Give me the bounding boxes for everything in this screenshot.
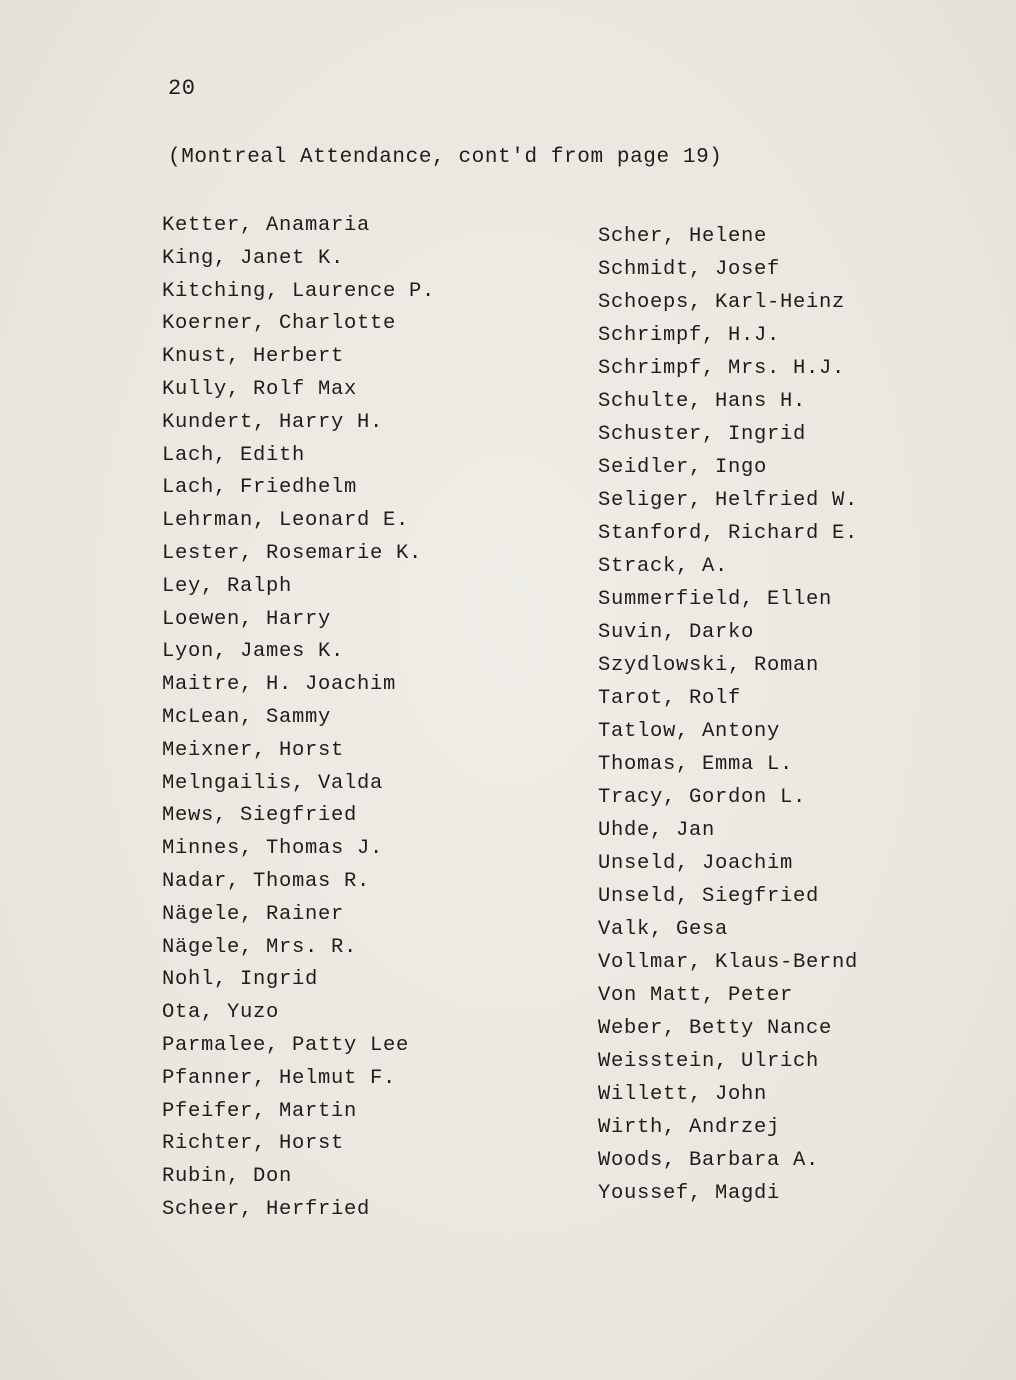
attendee-list-right xyxy=(598,220,858,1210)
attendee-name: Schrimpf, H.J. xyxy=(598,324,781,347)
attendee-name: King, Janet K. xyxy=(162,246,345,270)
attendee-name: Lach, Friedhelm xyxy=(162,476,358,500)
attendee-name: Tarot, Rolf xyxy=(598,687,742,710)
attendee-name: Maitre, H. Joachim xyxy=(162,673,397,697)
attendee-name: Wirth, Andrzej xyxy=(598,1116,781,1139)
attendee-name: Mews, Siegfried xyxy=(162,804,358,828)
attendee-name: McLean, Sammy xyxy=(162,705,332,729)
attendee-name: Ota, Yuzo xyxy=(162,1001,280,1025)
attendee-list-left xyxy=(162,210,435,1227)
attendee-name: Melngailis, Valda xyxy=(162,771,384,795)
section-heading: (Montreal Attendance, cont'd from page 19) xyxy=(168,146,723,169)
attendee-name: Willett, John xyxy=(598,1083,768,1106)
attendee-name: Suvin, Darko xyxy=(598,621,755,644)
attendee-name: Seliger, Helfried W. xyxy=(598,489,859,512)
attendee-name: Schrimpf, Mrs. H.J. xyxy=(598,357,846,380)
attendee-name: Rubin, Don xyxy=(162,1165,293,1189)
attendee-name: Loewen, Harry xyxy=(162,607,332,631)
attendee-name: Koerner, Charlotte xyxy=(162,312,397,336)
attendee-name: Kully, Rolf Max xyxy=(162,377,358,401)
attendee-name: Weisstein, Ulrich xyxy=(598,1050,820,1073)
attendee-name: Knust, Herbert xyxy=(162,345,345,369)
attendee-name: Schuster, Ingrid xyxy=(598,423,807,446)
attendee-name: Stanford, Richard E. xyxy=(598,522,859,545)
attendee-name: Schoeps, Karl-Heinz xyxy=(598,291,846,314)
attendee-name: Pfeifer, Martin xyxy=(162,1099,358,1123)
attendee-name: Thomas, Emma L. xyxy=(598,753,794,776)
attendee-name: Scher, Helene xyxy=(598,225,768,248)
attendee-name: Lehrman, Leonard E. xyxy=(162,509,410,533)
attendee-name: Vollmar, Klaus-Bernd xyxy=(598,951,859,974)
attendee-name: Weber, Betty Nance xyxy=(598,1017,833,1040)
attendee-name: Woods, Barbara A. xyxy=(598,1149,820,1172)
attendee-name: Summerfield, Ellen xyxy=(598,588,833,611)
attendee-name: Unseld, Siegfried xyxy=(598,885,820,908)
attendee-name: Seidler, Ingo xyxy=(598,456,768,479)
attendee-name: Lach, Edith xyxy=(162,443,306,467)
attendee-name: Minnes, Thomas J. xyxy=(162,837,384,861)
attendee-name: Szydlowski, Roman xyxy=(598,654,820,677)
attendee-name: Uhde, Jan xyxy=(598,819,716,842)
attendee-name: Nägele, Mrs. R. xyxy=(162,935,358,959)
attendee-name: Strack, A. xyxy=(598,555,729,578)
attendee-name: Nadar, Thomas R. xyxy=(162,869,371,893)
attendee-name: Nägele, Rainer xyxy=(162,902,345,926)
attendee-name: Lester, Rosemarie K. xyxy=(162,541,423,565)
attendee-name: Scheer, Herfried xyxy=(162,1197,371,1221)
attendee-name: Nohl, Ingrid xyxy=(162,968,319,992)
attendee-name: Unseld, Joachim xyxy=(598,852,794,875)
attendee-name: Von Matt, Peter xyxy=(598,984,794,1007)
attendee-name: Kundert, Harry H. xyxy=(162,410,384,434)
attendee-name: Schulte, Hans H. xyxy=(598,390,807,413)
attendee-name: Meixner, Horst xyxy=(162,738,345,762)
attendee-name: Lyon, James K. xyxy=(162,640,345,664)
attendee-name: Tracy, Gordon L. xyxy=(598,786,807,809)
attendee-name: Ketter, Anamaria xyxy=(162,214,371,237)
attendee-name: Tatlow, Antony xyxy=(598,720,781,743)
attendee-name: Kitching, Laurence P. xyxy=(162,279,436,303)
attendee-name: Ley, Ralph xyxy=(162,574,293,598)
attendee-name: Parmalee, Patty Lee xyxy=(162,1033,410,1057)
attendee-name: Pfanner, Helmut F. xyxy=(162,1066,397,1090)
attendee-name: Richter, Horst xyxy=(162,1132,345,1156)
attendee-name: Youssef, Magdi xyxy=(598,1182,781,1205)
attendee-name: Valk, Gesa xyxy=(598,918,729,941)
attendee-name: Schmidt, Josef xyxy=(598,258,781,281)
page-number: 20 xyxy=(168,76,196,101)
